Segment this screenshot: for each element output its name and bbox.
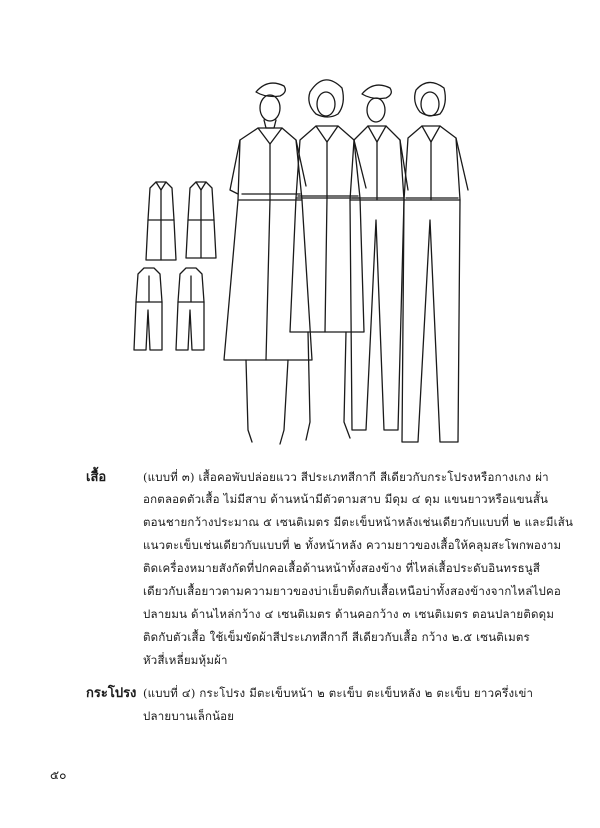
entry-line: เดียวกับเสื้อยาวตามความยาวของบ่าเย็บติดกับเสื้อเหนือบ่าทั้งสองข้างจากไหล่ไปคอ <box>143 584 562 598</box>
entry-line: ติดเครื่องหมายสังกัดที่ปกคอเสื้อด้านหน้าทั้งสองข้าง ที่ไหล่เสื้อประดับอินทรธนูสี <box>143 561 541 575</box>
main-figure-4 <box>402 82 468 442</box>
entry-term: เสื้อ <box>86 470 107 485</box>
entry-line: (แบบที่ ๔) กระโปรง มีตะเข็บหน้า ๒ ตะเข็บ ตะเข็บหลัง ๒ ตะเข็บ ยาวครึ่งเข่า <box>143 686 534 700</box>
entry-line: อกตลอดตัวเสื้อ ไม่มีสาบ ด้านหน้ามีตัวตามสาบ มีดุม ๔ ดุม แขนยาวหรือแขนสั้น <box>143 492 549 506</box>
entry-line: ปลายมน ด้านไหล่กว้าง ๔ เซนติเมตร ด้านคอกว้าง ๓ เซนติเมตร ตอนปลายติดดุม <box>143 607 555 621</box>
main-figure-1 <box>224 83 312 444</box>
main-figure-2 <box>290 80 366 440</box>
thumbnail-figure-2 <box>186 182 216 258</box>
entry-term: กระโปรง <box>86 686 137 701</box>
uniform-illustration <box>128 70 476 456</box>
entry-line: ติดกับตัวเสื้อ ใช้เข็มขัดผ้าสีประเภทสีกากี สีเดียวกับเสื้อ กว้าง ๒.๕ เซนติเมตร <box>143 630 530 644</box>
entry-line: แนวตะเข็บเช่นเดียวกับแบบที่ ๒ ทั้งหน้าหลัง ความยาวของเสื้อให้คลุมสะโพกพองาม <box>143 538 562 552</box>
main-figure-3 <box>350 85 408 430</box>
entry-line: (แบบที่ ๓) เสื้อคอพับปล่อยแวว สีประเภทสีกากี สีเดียวกับกระโปรงหรือกางเกง ผ่า <box>143 470 549 484</box>
thumbnail-figure-3 <box>134 268 162 350</box>
entry-line: ปลายบานเล็กน้อย <box>143 709 235 723</box>
thumbnail-figure-1 <box>146 182 176 260</box>
entry-line: ตอนชายกว้างประมาณ ๕ เซนติเมตร มีตะเข็บหน้าหลังเช่นเดียวกับแบบที่ ๒ และมีเส้น <box>143 515 574 529</box>
entry-line: หัวสี่เหลี่ยมหุ้มผ้า <box>143 653 228 667</box>
page-number: ๕๐ <box>50 768 67 782</box>
thumbnail-figure-4 <box>176 268 204 350</box>
